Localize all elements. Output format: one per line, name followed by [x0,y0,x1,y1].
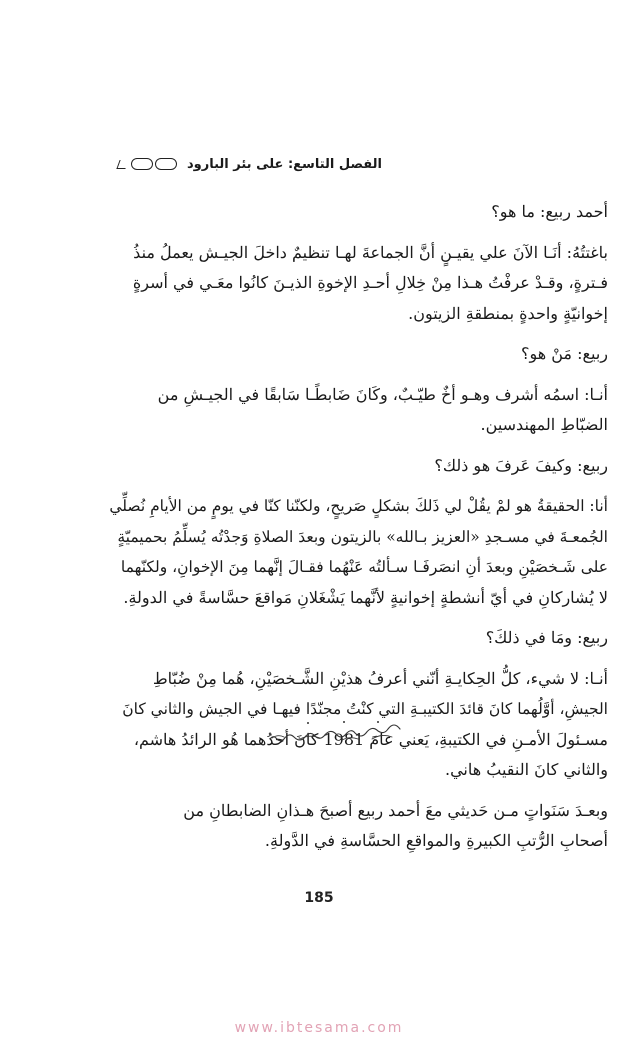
text-line: الجيشِ، أوَّلُهما كانَ قائدَ الكتيبـةِ التي كنْتُ مجنّدًا فيهـا في الجيش والثاني كانَ [122,700,608,718]
text-line: لا يُشاركانِ في أيّ أنشطةٍ إخوانيةٍ لأنَّهما يَشْغَلانِ مَواقعَ حسَّاسةً في الدولةِ. [123,587,608,607]
text-line: إخوانيّةٍ واحدةٍ بمنطقةِ الزيتون. [408,303,608,323]
paragraph [108,491,608,613]
text-line: الضبّاطِ المهندسين. [480,415,608,434]
paragraph [108,451,608,482]
text-line: أنا: الحقيقةُ هو لمْ يقُلْ لي ذَلكَ بشكلٍ صَريحٍ، ولكنّنا كنّا في يومٍ من الأيامِ نُصلِّي [109,497,608,515]
paragraph [108,796,608,857]
text-line: فـترةٍ، وقـدْ عرفْتُ هـذا مِنْ خِلالِ أحـدِ الإخوةِ الذيـنَ كانُوا معَـي في أسرةٍ [132,273,608,292]
text-line: وبعـدَ سَنَواتٍ مـن حَديثي معَ أحمد ربيع أصبحَ هـذانِ الضابطانِ من [183,800,608,820]
running-header [118,152,448,176]
paragraph [108,623,608,654]
paragraph [108,238,608,330]
text-line: أنـا: اسمُه أشرف وهـو أخٌ طيّـبٌ، وكَانَ ضَابطًـا سَابقًا في الجيـشِ من [157,384,608,404]
text-line: ربيع: وكيفَ عَرفَ هو ذلك؟ [434,455,608,475]
text-line: باغتتُهُ: أنَـا الآنَ علي يقيـنٍ أنَّ الجماعةَ لهـا تنظيمٌ داخلَ الجيـش يعملُ منذُ [133,242,608,262]
text-line: على شَـخصَيْنِ وبعدَ أنِ انصَرفَـا سـألتُه عَنْهُما فقـالَ إنَّهما مِنَ الإخوانِ، ولكنّهما [120,558,608,576]
text-line: أصحابِ الرُّتبِ الكبيرةِ والمواقعِ الحسَّاسةِ في الدَّولةِ. [264,831,608,850]
text-line: الجُمعـةَ في مسـجدِ «العزيز بـالله» بالزيتون وبعدَ الصلاةِ وَجدْتُه يُسلِّمُ بحميميّةٍ [117,527,608,546]
text-line: أحمد ربيع: ما هو؟ [491,202,608,221]
text-line: أنـا: لا شيء، كلُّ الحِكايـةِ أنّني أعرفُ هذيْنِ الشَّـخصَيْنِ، هُما مِنْ ضُبّاطِ [152,668,608,688]
watermark-url: www.ibtesama.com [234,1020,404,1036]
text-line: والثاني كانَ النقيبُ هاني. [444,760,608,779]
text-line: مسـئولَ الأمـنِ في الكتيبةِ، يَعني عامَ 1981 كانَ أحدُهما هُو الرائدُ هاشم، [133,729,608,749]
page-number: 185 [304,890,334,906]
paragraph [108,339,608,370]
handwritten-note-icon [260,717,410,745]
text-line: ربيع: ومَا في ذلكَ؟ [485,628,608,647]
body-text [108,197,608,867]
chapter-title: الفصل التاسع: على بئر البارود [187,156,382,172]
paragraph [108,380,608,441]
header-ornament-icon [118,158,177,170]
paragraph [108,197,608,228]
text-line: ربيع: مَنْ هو؟ [520,344,608,363]
